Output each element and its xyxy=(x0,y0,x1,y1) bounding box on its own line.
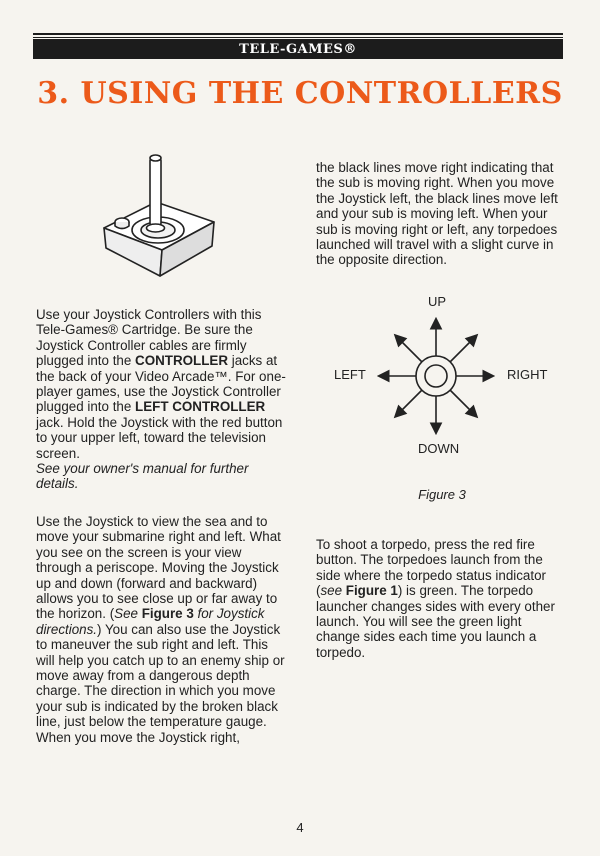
right-column-bottom xyxy=(316,537,568,660)
header-bar xyxy=(33,36,563,59)
left-paragraph-note: See your owner's manual for further details. xyxy=(36,461,249,492)
diagram-label-left: LEFT xyxy=(334,367,366,382)
joystick-illustration xyxy=(96,150,220,290)
page-number: 4 xyxy=(296,820,304,835)
left-paragraph-1: Use your Joystick Controllers with this Tele-Games® Cartridge. Be sure the Joystick Controller cables are firmly plugged into the CONTROLLER jacks at the back of your Video Arcade™. For one-player games, use the Joystick Controller plugged into the LEFT CONTROLLER jack. Hold the Joystick with the red button to your upper left, toward the television screen. xyxy=(36,307,286,461)
right-paragraph-1: the black lines move right indicating that the sub is moving right. When you move the Joystick left, the black lines move left and your sub is moving left. When your sub is moving right or left, any torpedoes launched will travel with a slight curve in the opposite direction. xyxy=(316,160,558,268)
left-column xyxy=(36,307,288,745)
diagram-label-up: UP xyxy=(428,294,447,309)
left-paragraph-2: Use the Joystick to view the sea and to move your submarine right and left. What you see on the screen is your view through a periscope. Moving the Joystick up and down (forward and backward) allows you to see close up or far away to the horizon. (See Figure 3 for Joystick directions.) You can also use the Joystick to maneuver the sub right and left. This will help you catch up to an enemy ship or move away from a dangerous depth charge. The direction in which you move your sub is indicated by the broken black line, just below the temperature gauge. When you move the Joystick right, xyxy=(36,513,285,745)
brand-label: TELE-GAMES® xyxy=(239,41,357,57)
direction-arrows-diagram xyxy=(374,314,498,438)
figure-caption: Figure 3 xyxy=(418,487,466,502)
header-rule xyxy=(33,33,563,35)
page-title: 3. USING THE CONTROLLERS xyxy=(37,76,563,111)
diagram-label-right: RIGHT xyxy=(507,367,548,382)
right-column-top xyxy=(316,160,568,268)
diagram-label-down: DOWN xyxy=(418,441,460,456)
right-paragraph-2: To shoot a torpedo, press the red fire button. The torpedoes launch from the side where the torpedo status indicator (see Figure 1) is green. The torpedo launcher changes sides with every other launch. You will see the green light change sides each time you launch a torpedo. xyxy=(316,537,555,660)
